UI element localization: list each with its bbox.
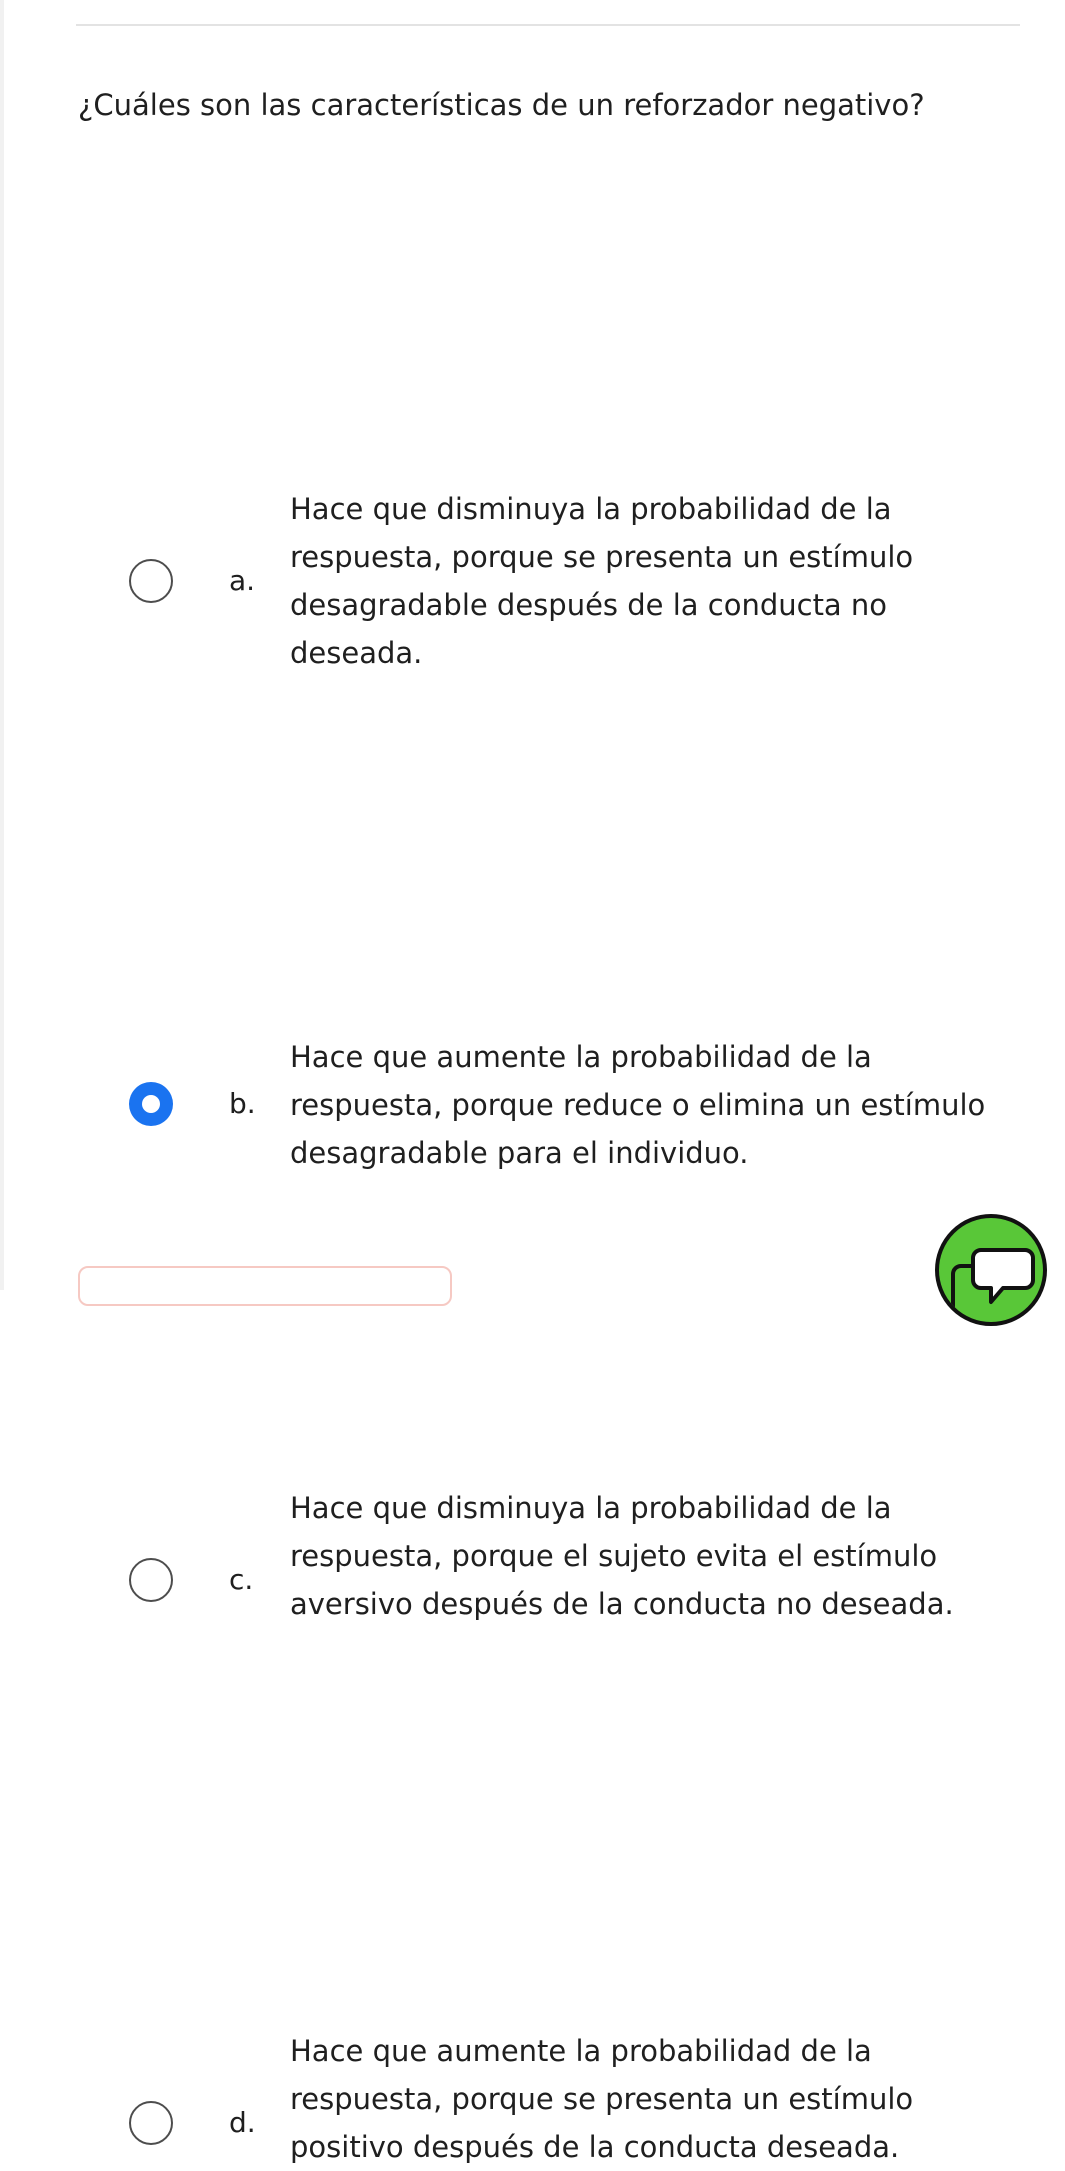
option-d-letter: d. [229, 2106, 256, 2139]
option-b-text: Hace que aumente la probabilidad de la respuesta, porque reduce o elimina un estímulo desagradable para el individuo. [290, 1040, 986, 1170]
option-a-radio[interactable] [129, 559, 173, 603]
chat-bubble-icon [939, 1218, 1043, 1322]
option-b-radio[interactable] [129, 1082, 173, 1126]
question-text: ¿Cuáles son las características de un reforzador negativo? [78, 88, 925, 122]
option-c-radio[interactable] [129, 1558, 173, 1602]
option-c-text: Hace que disminuya la probabilidad de la respuesta, porque el sujeto evita el estímulo aversivo después de la conducta no deseada. [290, 1491, 954, 1621]
option-a-letter: a. [229, 564, 256, 597]
option-b-letter: b. [229, 1087, 256, 1120]
option-d-text: Hace que aumente la probabilidad de la respuesta, porque se presenta un estímulo positivo después de la conducta deseada. [290, 2034, 914, 2164]
option-d-radio[interactable] [129, 2101, 173, 2145]
option-c-letter: c. [229, 1563, 254, 1596]
option-a-text: Hace que disminuya la probabilidad de la respuesta, porque se presenta un estímulo desagradable después de la conducta no deseada. [290, 492, 914, 670]
chat-button[interactable] [935, 1214, 1047, 1326]
bottom-button[interactable] [78, 1266, 452, 1306]
